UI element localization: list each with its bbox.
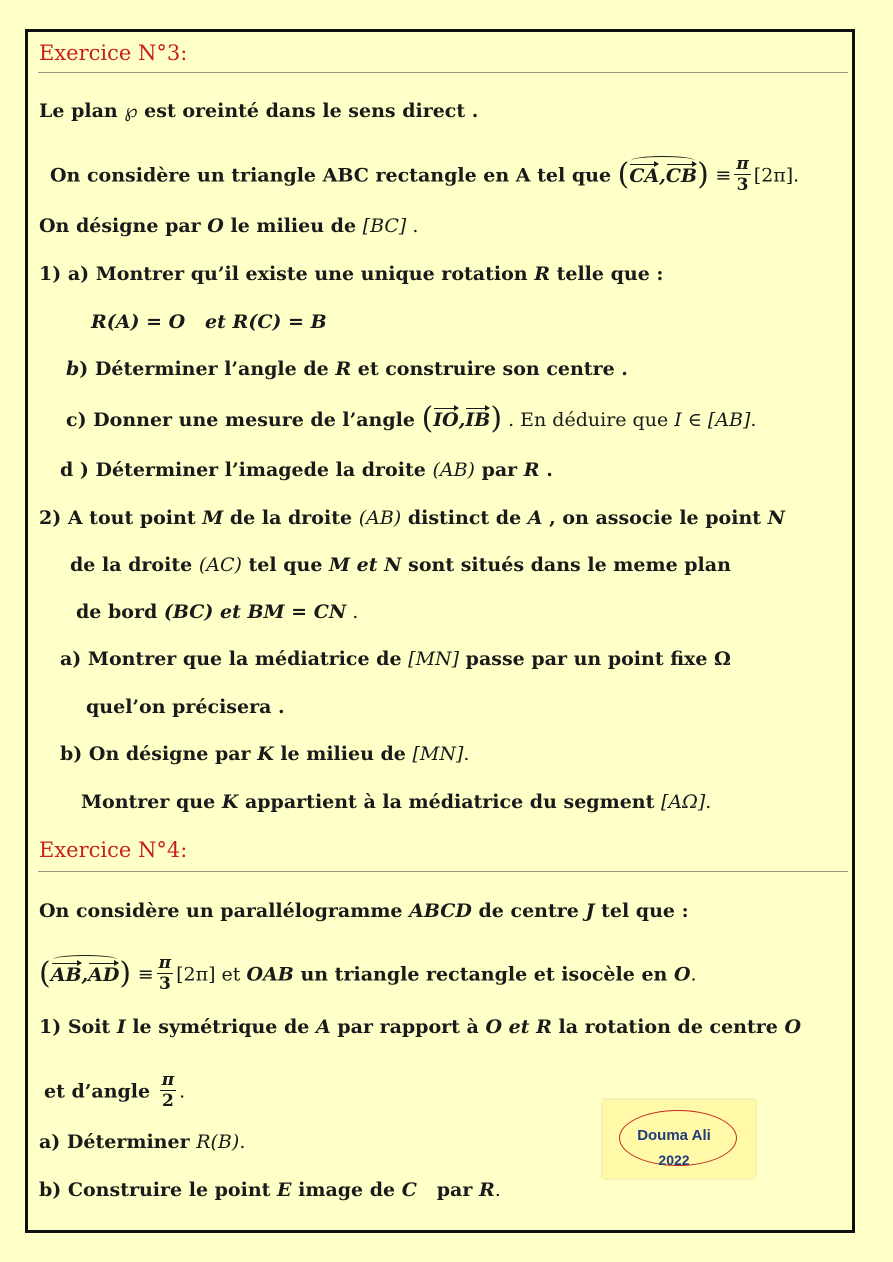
ex4-question-a: a) Déterminer R(B). xyxy=(39,1131,246,1153)
stamp-author-name: Douma Ali xyxy=(637,1127,711,1144)
exercise-4-title: Exercice N°4: xyxy=(39,838,188,862)
ex3-equation: R(A) = O et R(C) = B xyxy=(91,311,327,333)
ex3-question-1a: 1) a) Montrer qu’il existe une unique rotation R telle que : xyxy=(39,263,664,285)
ex4-line-parallelogram: On considère un parallélogramme ABCD de centre J tel que : xyxy=(39,900,689,922)
ex3-question-2a-cont: quel’on précisera . xyxy=(86,696,285,718)
ex3-question-1c: c) Donner une mesure de l’angle (IO,IB) . En déduire que I ∈ [AB]. xyxy=(66,401,757,436)
ex3-question-1d: d ) Déterminer l’imagede la droite (AB) par R . xyxy=(60,459,553,481)
ex3-question-2-line3: de bord (BC) et BM = CN . xyxy=(76,601,359,623)
stamp-year: 2022 xyxy=(658,1152,690,1168)
ex4-line-angle: (AB,AD) ≡ $\frac{\pi}{3}$ [2π] et OAB un triangle rectangle et isocèle en O. xyxy=(39,953,697,994)
exercise-sheet-border xyxy=(25,29,855,1233)
ex3-question-2-line2: de la droite (AC) tel que M et N sont situés dans le meme plan xyxy=(70,554,731,576)
ex3-question-2a: a) Montrer que la médiatrice de [MN] passe par un point fixe Ω xyxy=(60,648,731,670)
exercise-3-title: Exercice N°3: xyxy=(39,41,188,65)
ex3-line-triangle: On considère un triangle ABC rectangle en A tel que (CA,CB) ≡ $\frac{\pi}{3}$ [2π]. xyxy=(50,154,800,195)
divider xyxy=(38,72,848,73)
author-stamp xyxy=(603,1100,755,1178)
ex3-question-1b: b) Déterminer l’angle de R et construire son centre . xyxy=(66,358,628,380)
divider xyxy=(38,871,848,872)
ex3-question-2b-cont: Montrer que K appartient à la médiatrice du segment [AΩ]. xyxy=(81,791,712,813)
ex3-question-2-line1: 2) A tout point M de la droite (AB) distinct de A , on associe le point N xyxy=(39,507,786,529)
ex3-question-2b: b) On désigne par K le milieu de [MN]. xyxy=(60,743,470,765)
ex3-line-midpoint: On désigne par O le milieu de [BC] . xyxy=(39,215,419,237)
ex4-question-b: b) Construire le point E image de C par R. xyxy=(39,1179,501,1201)
ex4-question-1: 1) Soit I le symétrique de A par rapport à O et R la rotation de centre O xyxy=(39,1016,802,1038)
ex3-line-plane: Le plan ℘ est oreinté dans le sens direct . xyxy=(39,100,479,122)
ex4-question-1-cont: et d’angle $\frac{\pi}{2}$ . xyxy=(44,1070,186,1111)
